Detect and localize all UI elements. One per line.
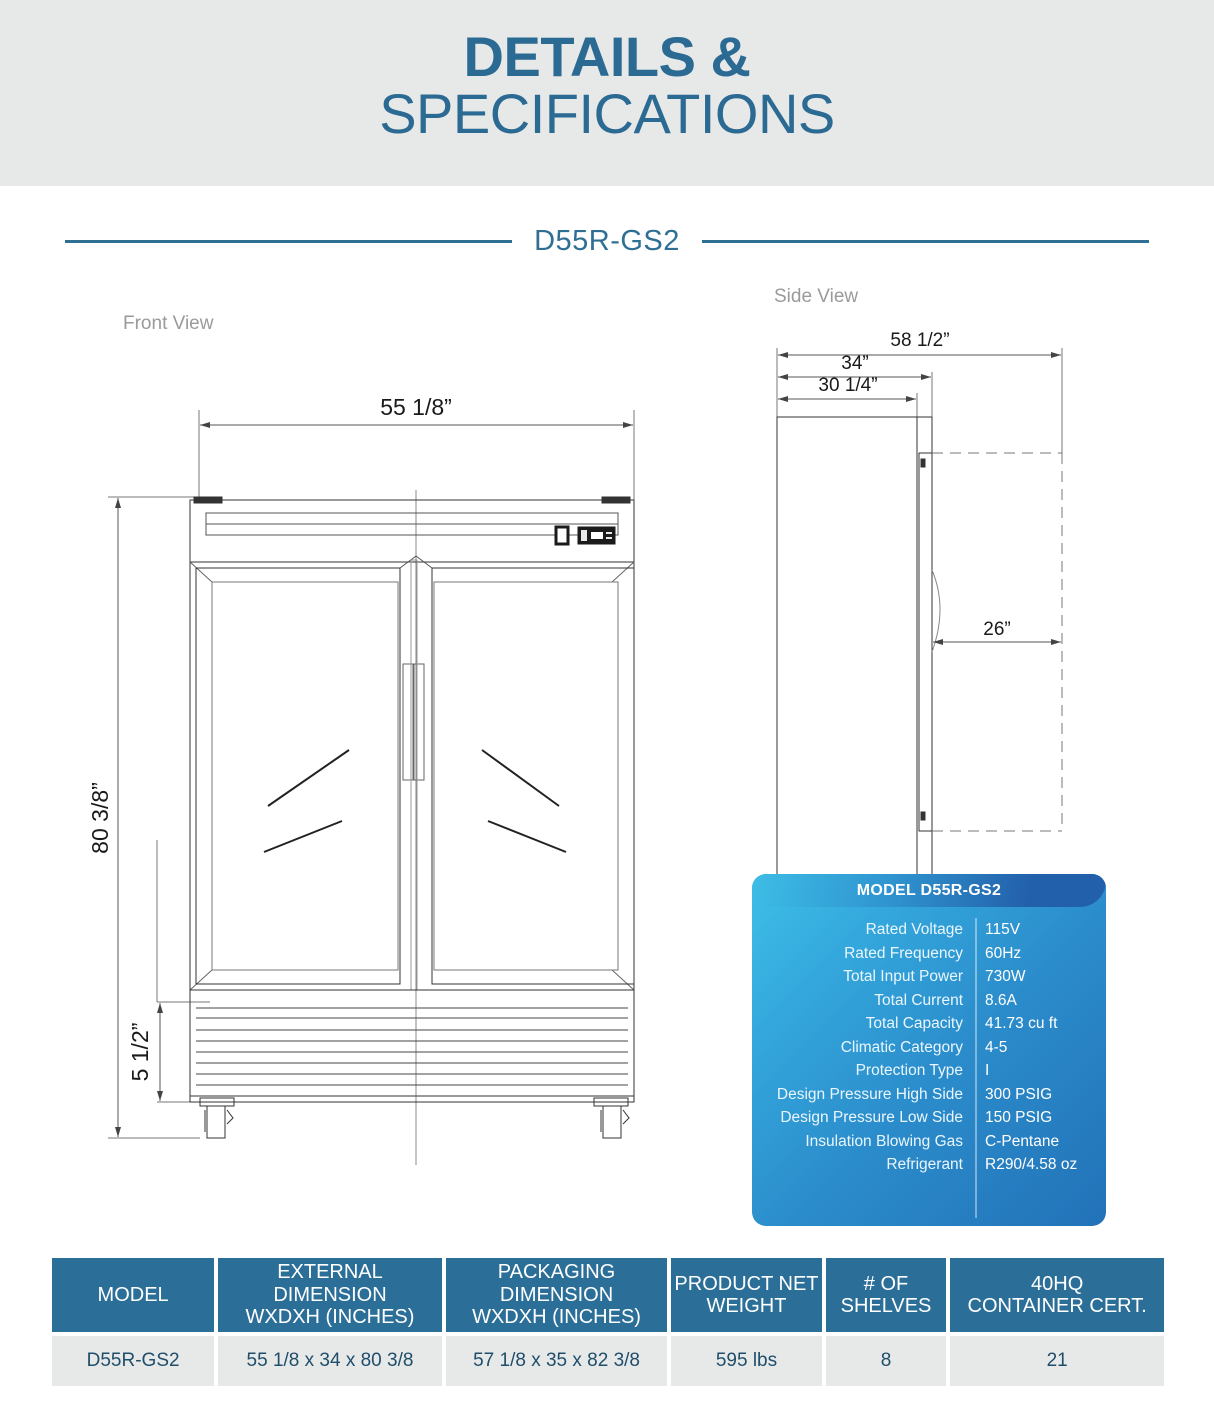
dim-side-door-swing: 26” — [983, 619, 1011, 640]
spec-row-label: Total Input Power — [843, 968, 963, 985]
spec-row — [762, 945, 1094, 969]
door-left — [196, 568, 400, 1015]
table-header-cell — [671, 1258, 821, 1332]
caster-front-right — [594, 1098, 629, 1138]
spec-row — [762, 1086, 1094, 1110]
spec-row-value: R290/4.58 oz — [985, 1156, 1078, 1173]
table-header-row — [52, 1258, 1164, 1332]
spec-row — [762, 1015, 1094, 1039]
model-title-bar — [0, 218, 1214, 264]
table-header-line2: WXDXH (INCHES) — [472, 1306, 641, 1329]
spec-row-value: 8.6A — [985, 991, 1017, 1009]
spec-row-label: Total Capacity — [865, 1015, 963, 1032]
control-panel — [555, 526, 615, 545]
page-title — [0, 25, 1214, 146]
spec-row-value: 115V — [985, 921, 1021, 938]
table-header-line2: WEIGHT — [706, 1295, 787, 1317]
table-header-line2: CONTAINER CERT. — [967, 1295, 1147, 1317]
door-right — [432, 568, 634, 984]
side-depth-cabinet-dimension — [778, 393, 917, 430]
spec-row — [762, 1039, 1094, 1063]
spec-row — [762, 1133, 1094, 1157]
spec-row — [762, 992, 1094, 1016]
table-header-line2: SHELVES — [840, 1295, 932, 1317]
spec-row-value: 300 PSIG — [985, 1085, 1053, 1103]
spec-row-label: Insulation Blowing Gas — [805, 1132, 963, 1150]
table-data-cell: 595 lbs — [671, 1336, 821, 1386]
spec-row-label: Refrigerant — [886, 1156, 963, 1173]
table-header-cell — [218, 1258, 442, 1332]
spec-row — [762, 1156, 1094, 1180]
front-height-dimension — [108, 497, 200, 1138]
table-header-line1: 40HQ — [1031, 1272, 1084, 1295]
header-band — [0, 0, 1214, 186]
model-name: D55R-GS2 — [534, 224, 680, 257]
spec-panel — [752, 874, 1106, 1226]
spec-row-label: Rated Voltage — [865, 921, 963, 938]
table-header-cell — [950, 1258, 1164, 1332]
spec-row-label: Total Current — [874, 991, 963, 1009]
page-title-line1: DETAILS & — [463, 25, 751, 88]
base-grille — [190, 990, 634, 1102]
spec-row-value: C-Pentane — [985, 1132, 1060, 1150]
spec-row-value: 60Hz — [985, 944, 1022, 962]
table-data-cell: 8 — [826, 1336, 947, 1386]
table-data-cell: D55R-GS2 — [52, 1336, 214, 1386]
front-view-label: Front View — [123, 313, 214, 334]
table-row — [52, 1336, 1164, 1386]
table-header-line2: WXDXH (INCHES) — [245, 1306, 415, 1329]
side-depth-overall-dimension — [777, 348, 1062, 460]
spec-row-label: Rated Frequency — [844, 944, 963, 962]
side-cabinet-body — [777, 417, 932, 885]
table-header-cell — [52, 1258, 214, 1332]
caster-front-left — [200, 1098, 234, 1138]
front-cabinet-body — [190, 562, 634, 990]
table-header-line1: EXTERNAL DIMENSION — [273, 1261, 387, 1306]
spec-row — [762, 921, 1094, 945]
front-width-dimension — [199, 410, 634, 500]
spec-row-label: Climatic Category — [840, 1038, 963, 1056]
dim-side-overall-depth: 58 1/2” — [890, 330, 950, 351]
dim-front-height: 80 3/8” — [87, 782, 113, 854]
table-header-line1: PACKAGING DIMENSION — [497, 1261, 616, 1306]
rule-left — [65, 240, 512, 243]
table-header-line1: MODEL — [97, 1283, 169, 1306]
spec-row-value: 730W — [985, 968, 1026, 985]
spec-row-label: Design Pressure High Side — [776, 1085, 963, 1103]
spec-row-value: 41.73 cu ft — [985, 1015, 1058, 1032]
table-header-cell — [826, 1258, 947, 1332]
dim-front-width: 55 1/8” — [380, 394, 452, 420]
rule-right — [702, 240, 1149, 243]
spec-row-value: 150 PSIG — [985, 1109, 1053, 1126]
table-data-cell: 55 1/8 x 34 x 80 3/8 — [218, 1336, 442, 1386]
side-view-label: Side View — [774, 286, 859, 307]
table-data-cell: 57 1/8 x 35 x 82 3/8 — [446, 1336, 668, 1386]
spec-panel-title: MODEL D55R-GS2 — [752, 874, 1106, 907]
spec-row-value: I — [985, 1062, 990, 1079]
spec-panel-rows — [752, 912, 1106, 1220]
spec-row-label: Design Pressure Low Side — [780, 1109, 963, 1126]
table-data-cell: 21 — [950, 1336, 1164, 1386]
spec-summary-table — [52, 1258, 1164, 1390]
table-header-cell — [446, 1258, 668, 1332]
dim-side-depth-with-door: 34” — [841, 353, 869, 374]
spec-row — [762, 968, 1094, 992]
page-title-line2: SPECIFICATIONS — [379, 82, 835, 146]
spec-row-value: 4-5 — [985, 1038, 1008, 1056]
spec-row-label: Protection Type — [855, 1062, 963, 1079]
dim-side-cabinet-depth: 30 1/4” — [818, 375, 878, 396]
table-header-line1: PRODUCT NET — [674, 1272, 819, 1295]
table-header-line1: # OF — [863, 1272, 909, 1295]
spec-row — [762, 1062, 1094, 1086]
spec-row — [762, 1109, 1094, 1133]
dim-front-base: 5 1/2” — [127, 1022, 153, 1082]
